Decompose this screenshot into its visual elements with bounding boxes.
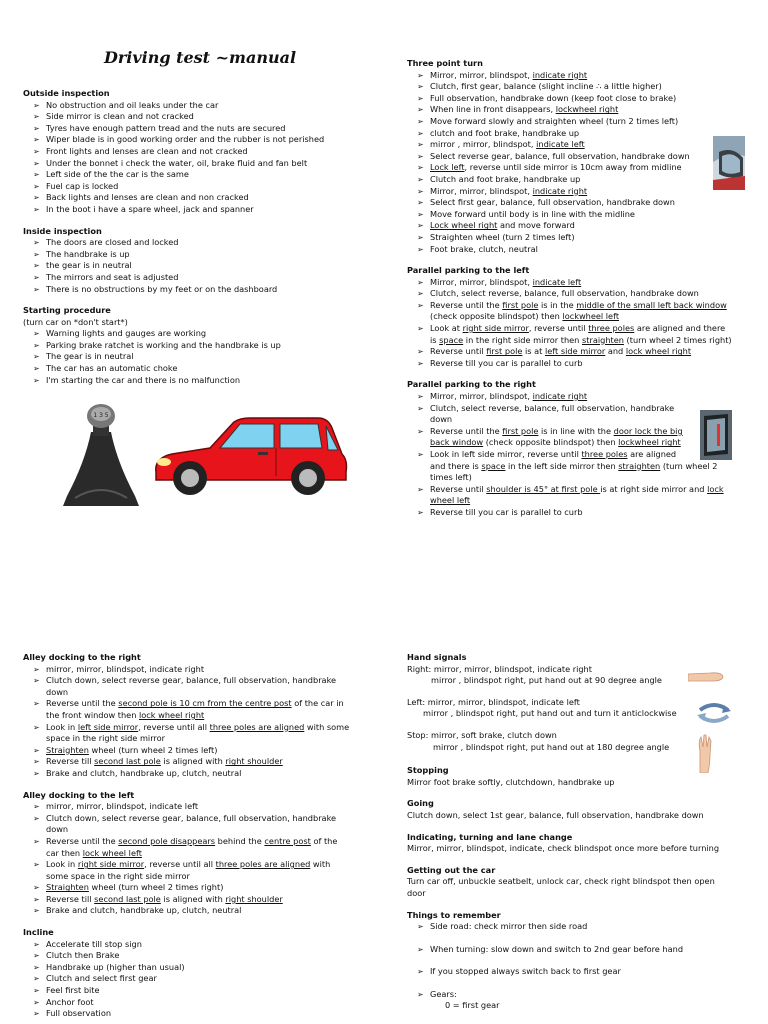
- alley-left-heading: Alley docking to the left: [23, 789, 135, 800]
- starting-note: (turn car on *don't start*): [23, 316, 128, 327]
- svg-text:1 3 5: 1 3 5: [93, 412, 109, 419]
- list-item: ➢ Move forward slowly and straighten wheel (turn 2 times left): [407, 116, 762, 128]
- list-item: ➢ The mirrors and seat is adjusted: [23, 272, 373, 284]
- alley-right-heading: Alley docking to the right: [23, 652, 141, 662]
- list-item: ➢ Left side of the the car is the same: [23, 169, 373, 181]
- list-item: ➢ Brake and clutch, handbrake up, clutch, neutral: [23, 768, 373, 780]
- hand-signal-right-line1: Right: mirror, mirror, blindspot, indicate right: [407, 663, 592, 674]
- hand-signal-left-line1: Left: mirror, mirror, blindspot, indicate left: [407, 696, 580, 707]
- things-to-remember-list: [407, 921, 737, 1000]
- list-item: ➢ I'm starting the car and there is no malfunction: [23, 375, 373, 387]
- hand-up-stop-icon: [696, 733, 714, 773]
- list-item: ➢ Reverse till second last pole is aligned with right shoulder: [23, 756, 373, 768]
- list-item: ➢ Move forward until body is in line with the midline: [407, 209, 762, 221]
- list-item: ➢ There is no obstructions by my feet or on the dashboard: [23, 284, 373, 296]
- incline-heading: Incline: [23, 927, 54, 938]
- stopping-heading: Stopping: [407, 765, 449, 776]
- indicating-text: Mirror, mirror, blindspot, indicate, check blindspot once more before turning: [407, 843, 720, 854]
- list-item: ➢ mirror , mirror, blindspot, indicate left: [407, 139, 762, 151]
- indicating-heading: Indicating, turning and lane change: [407, 831, 573, 842]
- list-item: ➢ In the boot i have a spare wheel, jack and spanner: [23, 204, 373, 216]
- gear-zero-line: 0 = first gear: [445, 1000, 500, 1011]
- side-mirror-photo-icon: [713, 136, 745, 190]
- right-column-bottom: [407, 652, 737, 1012]
- list-item: ➢ Reverse until first pole is at left side mirror and lock wheel right: [407, 346, 762, 358]
- inside-inspection-heading: Inside inspection: [23, 225, 102, 236]
- list-item: ➢ Lock wheel right and move forward: [407, 220, 762, 232]
- list-item: ➢ Full observation, handbrake down (keep foot close to brake): [407, 93, 762, 105]
- list-item: ➢ Wiper blade is in good working order and the rubber is not perished: [23, 134, 373, 146]
- list-item: ➢ Reverse until the second pole disappears behind the centre post of the car then lock wheel left: [23, 836, 373, 859]
- left-column-bottom: [23, 652, 373, 1020]
- starting-procedure-heading: Starting procedure: [23, 305, 111, 316]
- list-item: ➢ Reverse till you car is parallel to curb: [407, 358, 762, 370]
- list-item: ➢ Clutch then Brake: [23, 950, 373, 962]
- mirror-pole-photo-icon: [700, 410, 732, 460]
- list-item: ➢ Reverse until shoulder is 45° at first pole is at right side mirror and lock wheel left: [407, 484, 762, 507]
- gear-stick-icon: [55, 402, 147, 510]
- list-item: ➢ Reverse until the first pole is in line with the door lock the big back window (check opposite blindspot) then lockwheel right: [407, 426, 762, 449]
- list-item: ➢ Look in left side mirror, reverse until three poles are aligned and there is space in the left side mirror then straighten (turn wheel 2 times left): [407, 449, 762, 484]
- things-to-remember-heading: Things to remember: [407, 909, 501, 920]
- list-item: ➢ Back lights and lenses are clean and non cracked: [23, 192, 373, 204]
- hand-signal-stop-line2: mirror , blindspot right, put hand out at 180 degree angle: [433, 741, 670, 752]
- list-item: ➢ Look in left side mirror, reverse until all three poles are aligned with some space in the right side mirror: [23, 722, 373, 745]
- alley-right-list: [23, 664, 373, 780]
- red-car-icon: [150, 414, 350, 498]
- list-item: ➢ Foot brake, clutch, neutral: [407, 244, 762, 256]
- list-item: ➢ If you stopped always switch back to first gear: [407, 966, 737, 978]
- list-item: ➢ Reverse till second last pole is aligned with right shoulder: [23, 894, 373, 906]
- parallel-left-heading: Parallel parking to the left: [407, 265, 530, 276]
- list-item: ➢ Straighten wheel (turn wheel 2 times left): [23, 745, 373, 757]
- list-item: ➢ When line in front disappears, lockwheel right: [407, 104, 762, 116]
- list-item: ➢ Mirror, mirror, blindspot, indicate right: [407, 391, 762, 403]
- list-item: ➢ The gear is in neutral: [23, 351, 373, 363]
- list-item: ➢ Select first gear, balance, full observation, handbrake down: [407, 197, 762, 209]
- list-item: ➢ mirror, mirror, blindspot, indicate right: [23, 664, 373, 676]
- parallel-left-list: [407, 277, 762, 370]
- list-item: ➢ Anchor foot: [23, 997, 373, 1009]
- list-item: ➢ Full observation: [23, 1008, 373, 1020]
- stopping-text: Mirror foot brake softly, clutchdown, handbrake up: [407, 776, 615, 787]
- list-item: ➢ Brake and clutch, handbrake up, clutch, neutral: [23, 905, 373, 917]
- list-item: ➢ Front lights and lenses are clean and not cracked: [23, 146, 373, 158]
- list-item: ➢ Side mirror is clean and not cracked: [23, 111, 373, 123]
- hand-signal-stop-line1: Stop: mirror, soft brake, clutch down: [407, 729, 557, 740]
- list-item: ➢ Parking brake ratchet is working and the handbrake is up: [23, 340, 373, 352]
- list-item: ➢ Clutch, select reverse, balance, full observation, handbrake down: [407, 403, 762, 426]
- list-item: ➢ mirror, mirror, blindspot, indicate left: [23, 801, 373, 813]
- going-heading: Going: [407, 798, 434, 809]
- list-item: ➢ Straighten wheel (turn wheel 2 times right): [23, 882, 373, 894]
- list-item: ➢ When turning: slow down and switch to 2nd gear before hand: [407, 944, 737, 956]
- list-item: ➢ Reverse till you car is parallel to curb: [407, 507, 762, 519]
- list-item: ➢ The doors are closed and locked: [23, 237, 373, 249]
- three-point-turn-heading: Three point turn: [407, 58, 483, 68]
- list-item: ➢ The car has an automatic choke: [23, 363, 373, 375]
- hand-signal-left-line2: mirror , blindspot right, put hand out and turn it anticlockwise: [423, 708, 677, 719]
- list-item: ➢ Handbrake up (higher than usual): [23, 962, 373, 974]
- parallel-right-heading: Parallel parking to the right: [407, 379, 536, 390]
- list-item: ➢ Select reverse gear, balance, full observation, handbrake down: [407, 151, 762, 163]
- list-item: ➢ Mirror, mirror, blindspot, indicate right: [407, 70, 762, 82]
- list-item: ➢ The handbrake is up: [23, 249, 373, 261]
- list-item: ➢ Reverse until the second pole is 10 cm from the centre post of the car in the front window then lock wheel right: [23, 698, 373, 721]
- list-item: ➢ No obstruction and oil leaks under the car: [23, 100, 373, 112]
- inside-inspection-list: [23, 237, 373, 295]
- incline-list: [23, 939, 373, 1020]
- going-text: Clutch down, select 1st gear, balance, full observation, handbrake down: [407, 809, 704, 820]
- list-item: ➢ Accelerate till stop sign: [23, 939, 373, 951]
- list-item: ➢ Mirror, mirror, blindspot, indicate left: [407, 277, 762, 289]
- list-item: ➢ Look at right side mirror, reverse until three poles are aligned and there is space in the right side mirror then straighten (turn wheel 2 times right): [407, 323, 762, 346]
- getting-out-heading: Getting out the car: [407, 864, 496, 875]
- outside-inspection-list: [23, 100, 373, 216]
- list-item: ➢ Clutch and select first gear: [23, 973, 373, 985]
- list-item: ➢ Side road: check mirror then side road: [407, 921, 737, 933]
- list-item: ➢ Clutch down, select reverse gear, balance, full observation, handbrake down: [23, 675, 373, 698]
- list-item: ➢ clutch and foot brake, handbrake up: [407, 128, 762, 140]
- list-item: ➢ Feel first bite: [23, 985, 373, 997]
- list-item: ➢ Warning lights and gauges are working: [23, 328, 373, 340]
- list-item: ➢ Tyres have enough pattern tread and the nuts are secured: [23, 123, 373, 135]
- list-item: ➢ Clutch and foot brake, handbrake up: [407, 174, 762, 186]
- list-item: ➢ the gear is in neutral: [23, 260, 373, 272]
- three-point-turn-list: [407, 70, 762, 256]
- alley-left-list: [23, 801, 373, 917]
- page-title: Driving test ~manual: [103, 48, 297, 67]
- outside-inspection-heading: Outside inspection: [23, 88, 110, 98]
- list-item: ➢ Look in right side mirror, reverse until all three poles are aligned with some space in the right side mirror: [23, 859, 373, 882]
- list-item: ➢ Straighten wheel (turn 2 times left): [407, 232, 762, 244]
- getting-out-text-line2: door: [407, 887, 426, 898]
- list-item: ➢ Lock left, reverse until side mirror is 10cm away from midline: [407, 162, 762, 174]
- hand-signals-heading: Hand signals: [407, 652, 467, 662]
- list-item: ➢ Clutch down, select reverse gear, balance, full observation, handbrake down: [23, 813, 373, 836]
- list-item: ➢ Clutch, select reverse, balance, full observation, handbrake down: [407, 288, 762, 300]
- starting-procedure-list: [23, 328, 373, 386]
- list-item: ➢ Mirror, mirror, blindspot, indicate right: [407, 186, 762, 198]
- list-item: ➢ Fuel cap is locked: [23, 181, 373, 193]
- list-item: ➢ Reverse until the first pole is in the middle of the small left back window (check opposite blindspot) then lockwheel left: [407, 300, 762, 323]
- anticlockwise-arrows-icon: [694, 702, 734, 724]
- hand-signal-right-line2: mirror , blindspot right, put hand out at 90 degree angle: [431, 675, 662, 686]
- hand-out-right-icon: [688, 668, 724, 686]
- list-item: ➢ Under the bonnet i check the water, oil, brake fluid and fan belt: [23, 158, 373, 170]
- list-item: ➢ Clutch, first gear, balance (slight incline ∴ a little higher): [407, 81, 762, 93]
- getting-out-text-line1: Turn car off, unbuckle seatbelt, unlock car, check right blindspot then open: [407, 876, 715, 887]
- left-column-top: [23, 88, 373, 386]
- list-item: ➢ Gears:: [407, 989, 737, 1001]
